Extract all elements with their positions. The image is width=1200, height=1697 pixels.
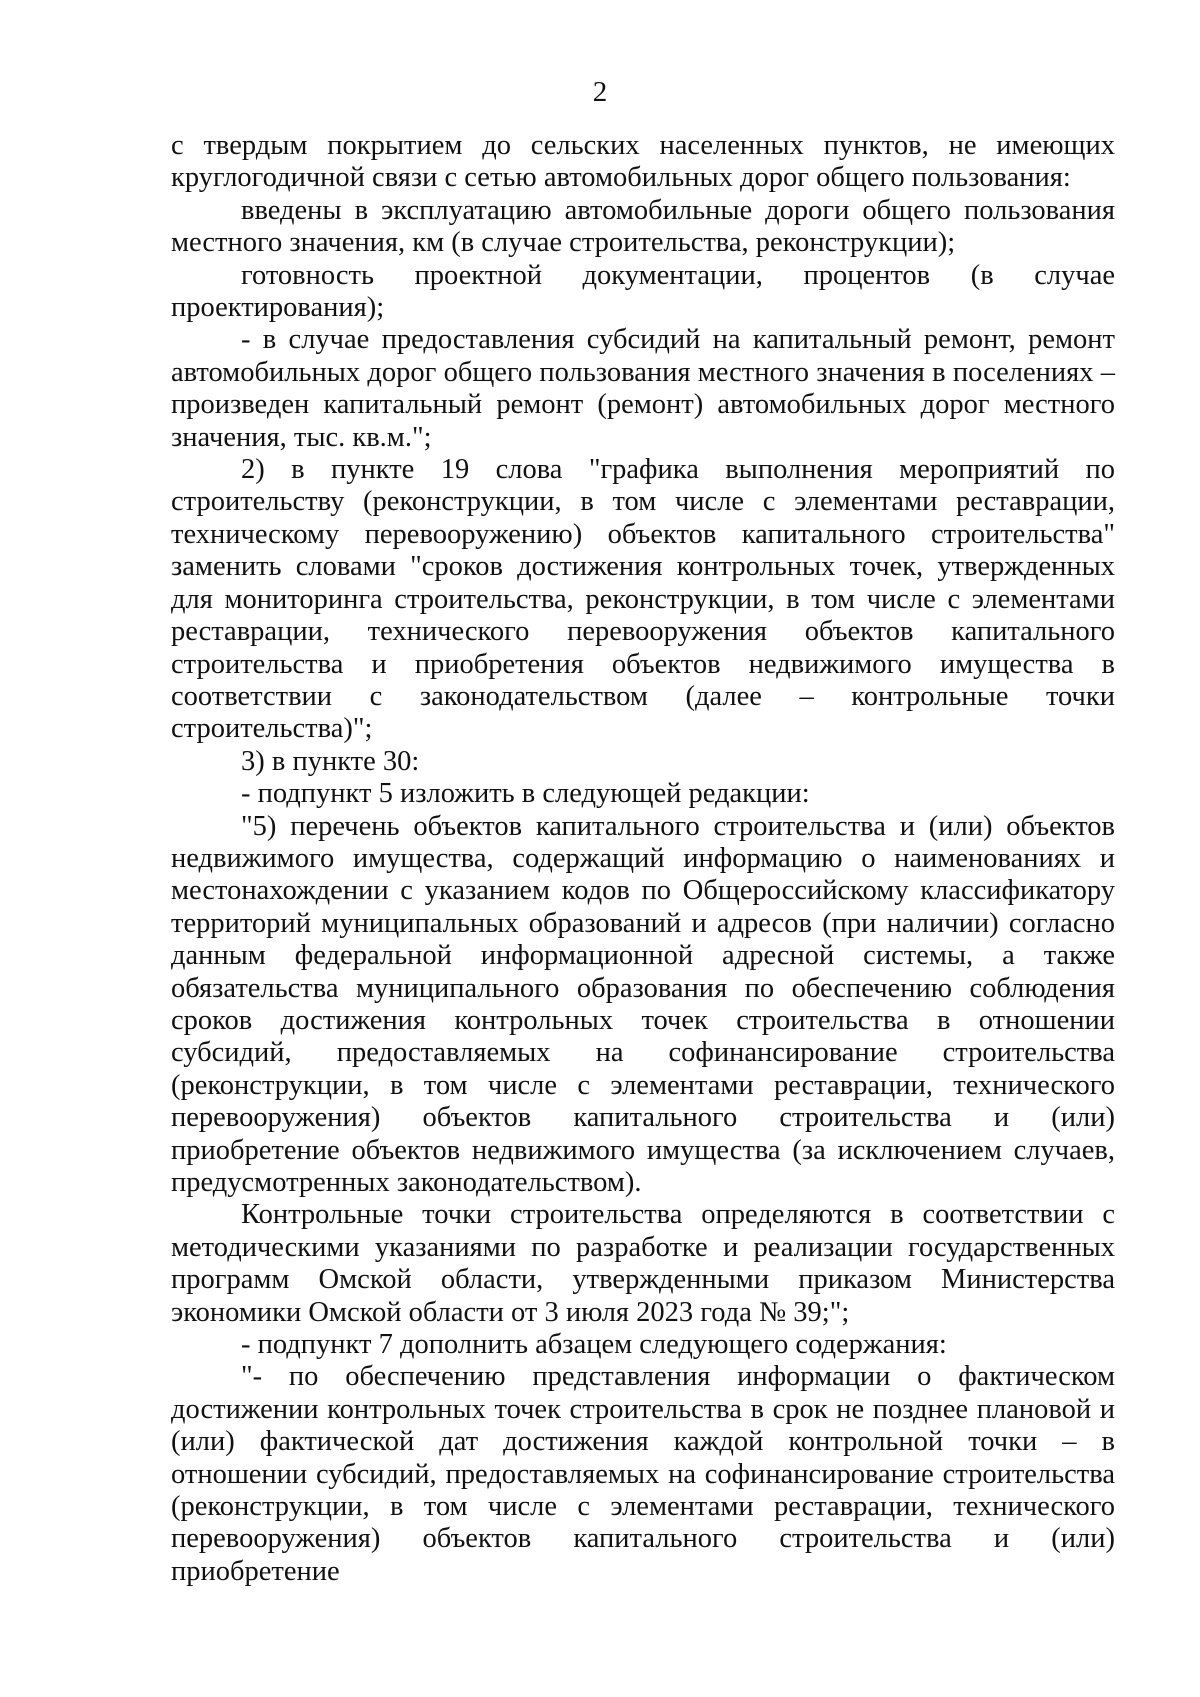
paragraph: - в случае предоставления субсидий на капитальный ремонт, ремонт автомобильных дорог общего пользования местного значения в поселениях – произведен капитальный ремонт (ремонт) автомобильных дорог местного значения, тыс. кв.м."; [171,324,1115,453]
paragraph: "5) перечень объектов капитального строительства и (или) объектов недвижимого имущества, содержащий информацию о наименованиях и местонахождении с указанием кодов по Общероссийскому классификатору территорий муниципальных образований и адресов (при наличии) согласно данным федеральной информационной адресной системы, а также обязательства муниципального образования по обеспечению соблюдения сроков достижения контрольных точек строительства в отношении субсидий, предоставляемых на софинансирование строительства (реконструкции, в том числе с элементами реставрации, технического перевооружения) объектов капитального строительства и (или) приобретение объектов недвижимого имущества (за исключением случаев, предусмотренных законодательством). [171,810,1115,1198]
paragraph: 3) в пункте 30: [241,745,420,777]
paragraph: с твердым покрытием до сельских населенных пунктов, не имеющих круглогодичной связи с сетью автомобильных дорог общего пользования: [171,130,1115,194]
paragraph: Контрольные точки строительства определяются в соответствии с методическими указаниями по разработке и реализации государственных программ Омской области, утвержденными приказом Министерства экономики Омской области от 3 июля 2023 года № 39;"; [171,1199,1115,1328]
page-number: 2 [592,76,608,108]
document-body [171,130,1115,1588]
paragraph: - подпункт 5 изложить в следующей редакции: [241,778,810,810]
paragraph: "- по обеспечению представления информации о фактическом достижении контрольных точек строительства в срок не позднее плановой и (или) фактической дат достижения каждой контрольной точки – в отношении субсидий, предоставляемых на софинансирование строительства (реконструкции, в том числе с элементами реставрации, технического перевооружения) объектов капитального строительства и (или) приобретение [171,1361,1115,1587]
paragraph: введены в эксплуатацию автомобильные дороги общего пользования местного значения, км (в случае строительства, реконструкции); [171,194,1115,259]
paragraph: - подпункт 7 дополнить абзацем следующего содержания: [241,1329,947,1361]
paragraph: 2) в пункте 19 слова "графика выполнения мероприятий по строительству (реконструкции, в том числе с элементами реставрации, техническому перевооружению) объектов капитального строительства" заменить словами "сроков достижения контрольных точек, утвержденных для мониторинга строительства, реконструкции, в том числе с элементами реставрации, технического перевооружения объектов капитального строительства и приобретения объектов недвижимого имущества в соответствии с законодательством (далее – контрольные точки строительства)"; [171,454,1115,745]
paragraph: готовность проектной документации, процентов (в случае проектирования); [171,259,1115,324]
